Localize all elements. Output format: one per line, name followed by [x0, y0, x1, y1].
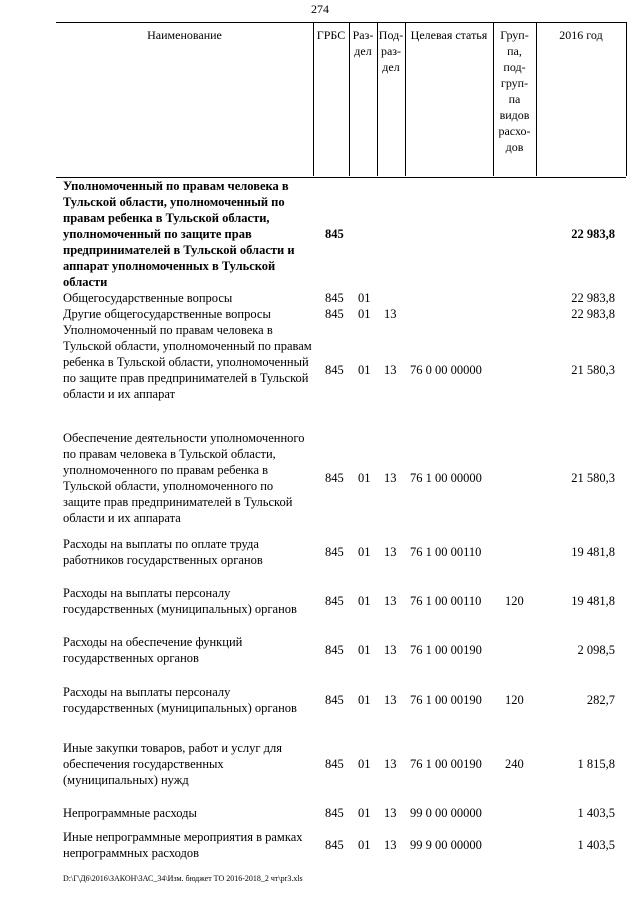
row-target-article: 76 1 00 00190 [410, 757, 482, 771]
row-razdel: 01 [358, 643, 371, 657]
row-amount: 1 403,5 [577, 806, 615, 820]
row-grbs: 845 [325, 545, 344, 559]
table-header [56, 22, 626, 178]
row-expense-type: 120 [505, 594, 524, 608]
row-target-article: 76 1 00 00190 [410, 643, 482, 657]
column-divider [536, 22, 537, 176]
row-podrazdel: 13 [384, 806, 397, 820]
row-target-article: 76 1 00 00000 [410, 471, 482, 485]
row-amount: 22 983,8 [571, 227, 615, 241]
row-target-article: 99 0 00 00000 [410, 806, 482, 820]
row-podrazdel: 13 [384, 471, 397, 485]
column-divider [626, 22, 627, 176]
row-grbs: 845 [325, 227, 344, 241]
row-target-article: 99 9 00 00000 [410, 838, 482, 852]
row-target-article: 76 1 00 00110 [410, 545, 482, 559]
row-expense-type: 240 [505, 757, 524, 771]
row-podrazdel: 13 [384, 757, 397, 771]
row-grbs: 845 [325, 757, 344, 771]
header-target-article: Целевая статья [410, 28, 488, 42]
row-grbs: 845 [325, 471, 344, 485]
row-grbs: 845 [325, 307, 344, 321]
column-divider [313, 22, 314, 176]
header-expense-type: Груп- па, под- груп- па видов расхо- дов [498, 28, 531, 154]
row-podrazdel: 13 [384, 594, 397, 608]
header-grbs: ГРБС [316, 28, 346, 42]
row-grbs: 845 [325, 838, 344, 852]
row-target-article: 76 1 00 00190 [410, 693, 482, 707]
row-razdel: 01 [358, 757, 371, 771]
row-target-article: 76 1 00 00110 [410, 594, 482, 608]
row-podrazdel: 13 [384, 363, 397, 377]
row-razdel: 01 [358, 545, 371, 559]
row-name: Расходы на выплаты персоналу государственных (муниципальных) органов [63, 586, 297, 616]
row-razdel: 01 [358, 806, 371, 820]
header-name: Наименование [147, 28, 222, 42]
row-amount: 282,7 [586, 693, 615, 707]
file-path-footer: D:\Г\Д6\2016\ЗАКОН\ЗАС_34\Изм. бюджет ТО 2016-2018_2 чт\pr3.xls [63, 874, 303, 883]
row-name: Общегосударственные вопросы [63, 291, 233, 305]
row-amount: 21 580,3 [571, 363, 615, 377]
row-razdel: 01 [358, 471, 371, 485]
row-name: Непрограммные расходы [63, 806, 197, 820]
row-name: Расходы на выплаты персоналу государственных (муниципальных) органов [63, 685, 297, 715]
row-razdel: 01 [358, 594, 371, 608]
row-grbs: 845 [325, 806, 344, 820]
row-grbs: 845 [325, 643, 344, 657]
header-podrazdel: Под- раз- дел [378, 28, 404, 74]
row-amount: 22 983,8 [571, 291, 615, 305]
row-expense-type: 120 [505, 693, 524, 707]
row-amount: 1 403,5 [577, 838, 615, 852]
page-number: 274 [311, 2, 329, 16]
row-podrazdel: 13 [384, 307, 397, 321]
row-name: Расходы на обеспечение функций государственных органов [63, 635, 243, 665]
row-razdel: 01 [358, 291, 371, 305]
row-name: Другие общегосударственные вопросы [63, 307, 271, 321]
header-razdel: Раз- дел [352, 28, 374, 58]
row-amount: 21 580,3 [571, 471, 615, 485]
row-razdel: 01 [358, 693, 371, 707]
row-grbs: 845 [325, 594, 344, 608]
row-grbs: 845 [325, 291, 344, 305]
row-amount: 19 481,8 [571, 545, 615, 559]
row-razdel: 01 [358, 307, 371, 321]
row-name: Иные закупки товаров, работ и услуг для обеспечения государственных (муниципальных) нужд [63, 741, 283, 787]
row-amount: 22 983,8 [571, 307, 615, 321]
row-razdel: 01 [358, 838, 371, 852]
row-name: Иные непрограммные мероприятия в рамках непрограммных расходов [63, 830, 303, 860]
row-name: Уполномоченный по правам человека в Тульской области, уполномоченный по правам ребенка в Тульской области, уполномоченный по защите прав предпринимателей в Тульской области и их аппарат [63, 323, 312, 401]
row-grbs: 845 [325, 693, 344, 707]
row-amount: 19 481,8 [571, 594, 615, 608]
row-razdel: 01 [358, 363, 371, 377]
row-target-article: 76 0 00 00000 [410, 363, 482, 377]
header-year: 2016 год [559, 28, 603, 42]
row-amount: 2 098,5 [577, 643, 615, 657]
row-grbs: 845 [325, 363, 344, 377]
row-podrazdel: 13 [384, 545, 397, 559]
row-podrazdel: 13 [384, 693, 397, 707]
row-name: Обеспечение деятельности уполномоченного по правам человека в Тульской области, уполномоченного по правам ребенка в Тульской области, уполномоченного по защите прав предпринимателей в Тульской области и их аппарата [63, 431, 305, 525]
row-amount: 1 815,8 [577, 757, 615, 771]
row-podrazdel: 13 [384, 643, 397, 657]
row-name: Уполномоченный по правам человека в Тульской области, уполномоченный по правам ребенка в Тульской области, уполномоченный по защите прав предпринимателей в Тульской области и аппарат уполномоченных в Тульской области [63, 179, 295, 289]
row-name: Расходы на выплаты по оплате труда работников государственных органов [63, 537, 263, 567]
row-podrazdel: 13 [384, 838, 397, 852]
column-divider [405, 22, 406, 176]
